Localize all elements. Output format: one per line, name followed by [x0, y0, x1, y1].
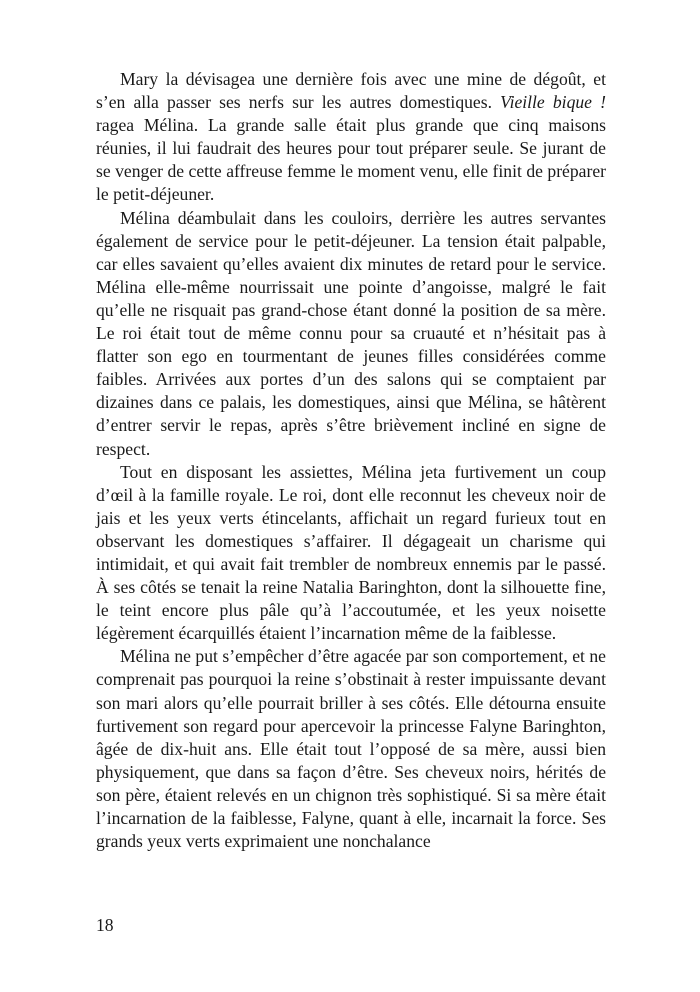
paragraph-3: Tout en disposant les assiettes, Mélina jeta furtivement un coup d’œil à la famille royale. Le roi, dont elle reconnut les cheveux noir de jais et les yeux verts étincelants, affichait un regard furieux tout en observant les domestiques s’affairer. Il dégageait un charisme qui intimidait, et qui avait fait trembler de nombreux ennemis par le passé. À ses côtés se tenait la reine Natalia Baringhton, dont la silhouette fine, le teint encore plus pâle qu’à l’accoutumée, et les yeux noisette légèrement écarquillés étaient l’incarnation même de la faiblesse.: [96, 461, 606, 644]
paragraph-2: Mélina déambulait dans les couloirs, derrière les autres servantes également de service pour le petit-déjeuner. La tension était palpable, car elles savaient qu’elles avaient dix minutes de retard pour le service. Mélina elle-même nourrissait une pointe d’angoisse, malgré le fait qu’elle ne risquait pas grand-chose étant donné la position de sa mère. Le roi était tout de même connu pour sa cruauté et n’hésitait pas à flatter son ego en tourmentant de jeunes filles considérées comme faibles. Arrivées aux portes d’un des salons qui se comptaient par dizaines dans ce palais, les domestiques, ainsi que Mélina, se hâtèrent d’entrer servir le repas, après s’être brièvement incliné en signe de respect.: [96, 207, 606, 459]
paragraph-1-italic-text: Vieille bique !: [500, 92, 606, 113]
paragraph-1-text-start: Mary la dévisagea une dernière fois avec une mine de dégoût, et s’en alla passer ses nerfs sur les autres domestiques.: [96, 69, 606, 113]
paragraph-4: Mélina ne put s’empêcher d’être agacée par son comportement, et ne comprenait pas pourquoi la reine s’obstinait à rester impuissante devant son mari alors qu’elle pourrait briller à ses côtés. Elle détourna ensuite furtivement son regard pour apercevoir la princesse Falyne Baringhton, âgée de dix-huit ans. Elle était tout l’opposé de sa mère, aussi bien physiquement, que dans sa façon d’être. Ses cheveux noirs, hérités de son père, étaient relevés en un chignon très sophistiqué. Si sa mère était l’incarnation de la faiblesse, Falyne, quant à elle, incarnait la force. Ses grands yeux verts exprimaient une nonchalance: [96, 646, 606, 852]
paragraph-1-text-end: ragea Mélina. La grande salle était plus grande que cinq maisons réunies, il lui faudrait des heures pour tout préparer seule. Se jurant de se venger de cette affreuse femme le moment venu, elle finit de préparer le petit-déjeuner.: [96, 115, 606, 205]
paragraph-1: [96, 68, 606, 207]
page-number: 18: [96, 915, 114, 935]
page-body: [96, 68, 606, 853]
